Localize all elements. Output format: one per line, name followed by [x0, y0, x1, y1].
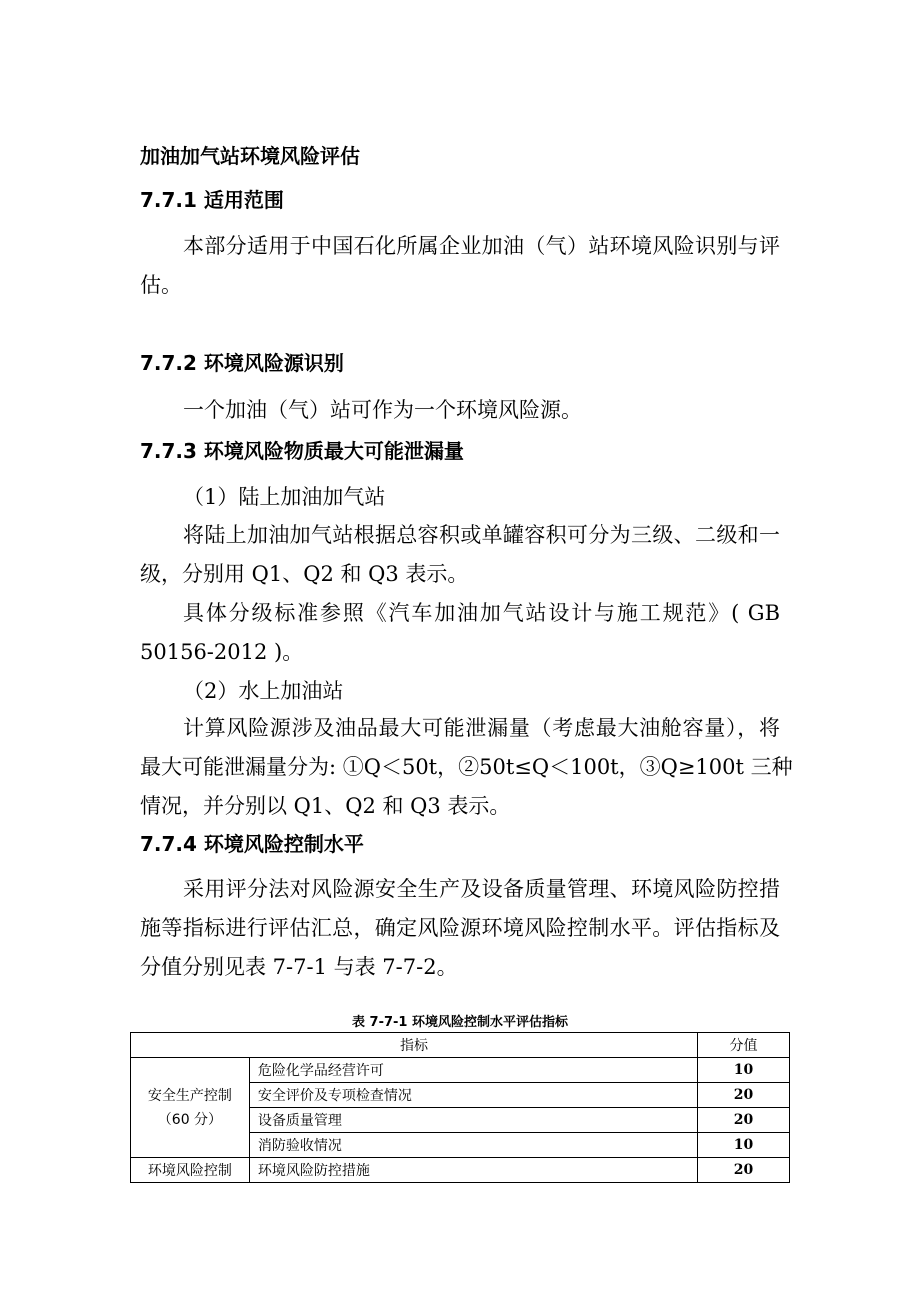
- score-cell: 20: [698, 1158, 790, 1183]
- group-name: 安全生产控制: [147, 1087, 232, 1104]
- indicator-cell: 消防验收情况: [249, 1133, 697, 1158]
- table-caption: 表 7-7-1 环境风险控制水平评估指标: [352, 1015, 568, 1030]
- paragraph-text: 将陆上加油加气站根据总容积或单罐容积可分为三级、二级和一: [183, 523, 780, 547]
- risk-control-table: [130, 1032, 790, 1183]
- paragraph-text: 计算风险源涉及油品最大可能泄漏量（考虑最大油舱容量），将: [183, 716, 780, 740]
- indicator-cell: 危险化学品经营许可: [249, 1058, 697, 1083]
- page-title: 加油加气站环境风险评估: [140, 144, 360, 168]
- paragraph-text: 一个加油（气）站可作为一个环境风险源。: [183, 398, 582, 422]
- paragraph-text: 50156-2012 )。: [140, 640, 304, 664]
- table-row: [131, 1058, 790, 1083]
- indicator-cell: 设备质量管理: [249, 1108, 697, 1133]
- paragraph-text: 分值分别见表 7-7-1 与表 7-7-2。: [140, 955, 458, 979]
- paragraph-text: 采用评分法对风险源安全生产及设备质量管理、环境风险防控措: [183, 877, 780, 901]
- paragraph-text: 最大可能泄漏量分为: ①Q＜50t，②50t≤Q＜100t，③Q≥100t 三种: [140, 755, 793, 779]
- indicator-cell: 环境风险防控措施: [249, 1158, 697, 1183]
- paragraph-text: 级，分别用 Q1、Q2 和 Q3 表示。: [140, 562, 469, 586]
- score-cell: 20: [698, 1083, 790, 1108]
- score-cell: 10: [698, 1058, 790, 1083]
- subsection-label: （1）陆上加油加气站: [183, 485, 386, 509]
- score-cell: 10: [698, 1133, 790, 1158]
- table-row: [131, 1158, 790, 1183]
- paragraph-text: 本部分适用于中国石化所属企业加油（气）站环境风险识别与评: [183, 234, 780, 258]
- indicator-cell: 安全评价及专项检查情况: [249, 1083, 697, 1108]
- paragraph-text: 情况，并分别以 Q1、Q2 和 Q3 表示。: [140, 794, 511, 818]
- section-7-7-3-heading: 7.7.3 环境风险物质最大可能泄漏量: [140, 439, 464, 463]
- group-environmental-risk: 环境风险控制: [131, 1158, 250, 1183]
- section-7-7-1-heading: 7.7.1 适用范围: [140, 188, 284, 212]
- subsection-label: （2）水上加油站: [183, 679, 344, 703]
- score-cell: 20: [698, 1108, 790, 1133]
- table-header-row: [131, 1033, 790, 1058]
- paragraph-text: 估。: [140, 273, 182, 297]
- section-7-7-2-heading: 7.7.2 环境风险源识别: [140, 351, 344, 375]
- section-7-7-4-heading: 7.7.4 环境风险控制水平: [140, 832, 364, 856]
- group-points: （60 分）: [157, 1111, 223, 1128]
- header-score: 分值: [698, 1033, 790, 1058]
- group-safety-production: [131, 1058, 250, 1158]
- paragraph-text: 具体分级标准参照《汽车加油加气站设计与施工规范》( GB: [183, 601, 780, 625]
- header-indicator: 指标: [131, 1033, 698, 1058]
- paragraph-text: 施等指标进行评估汇总，确定风险源环境风险控制水平。评估指标及: [140, 916, 780, 940]
